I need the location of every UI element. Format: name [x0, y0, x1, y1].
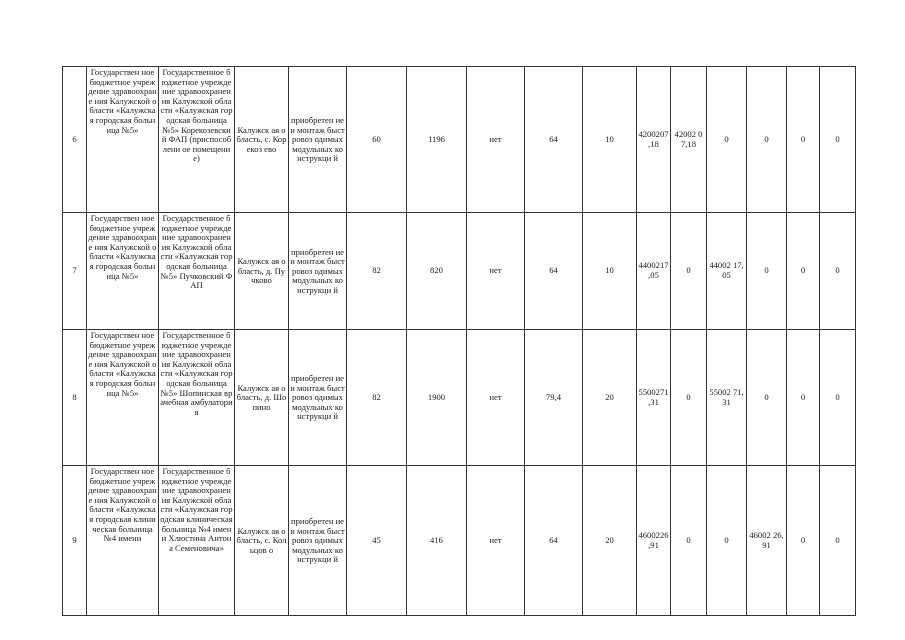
- facility-cell: Государственное бюджетное учреждение здравоохранения Калужской области «Калужская городская больница №5» Шопинская врачебная амбулатория: [159, 330, 235, 466]
- row-number: 7: [63, 213, 87, 330]
- value-cell: 64: [525, 213, 583, 330]
- value-cell: 0: [820, 330, 856, 466]
- facility-cell: Государственное бюджетное учреждение здравоохранения Калужской области «Калужская городская больница №5» Пучковский ФАП: [159, 213, 235, 330]
- institution-cell: Государствен ное бюджетное учреждение здравоохране ния Калужской области «Калужская городская больница №5»: [87, 67, 159, 213]
- value-cell: 0: [787, 67, 820, 213]
- facilities-table: [62, 66, 856, 616]
- value-cell: 0: [671, 330, 707, 466]
- institution-cell: Государствен ное бюджетное учреждение здравоохране ния Калужской области «Калужская городская клиническая больница №4 имени: [87, 466, 159, 616]
- value-cell: 4600226 ,91: [637, 466, 671, 616]
- value-cell: 1196: [407, 67, 467, 213]
- value-cell: 44002 17,05: [707, 213, 747, 330]
- row-number: 9: [63, 466, 87, 616]
- value-cell: 10: [583, 213, 637, 330]
- value-cell: 64: [525, 466, 583, 616]
- value-cell: нет: [467, 466, 525, 616]
- value-cell: 0: [820, 67, 856, 213]
- value-cell: 45: [347, 466, 407, 616]
- value-cell: 0: [707, 67, 747, 213]
- work-type-cell: приобретен ие и монтаж быстровоз одимых модульных конструкци й: [289, 466, 347, 616]
- value-cell: 46002 26,91: [747, 466, 787, 616]
- table-row: [63, 466, 856, 616]
- value-cell: нет: [467, 330, 525, 466]
- work-type-cell: приобретен ие и монтаж быстровоз одимых модульных конструкци й: [289, 330, 347, 466]
- location-cell: Калужск ая область, д. Шопино: [235, 330, 289, 466]
- location-cell: Калужск ая область, д. Пучково: [235, 213, 289, 330]
- value-cell: 4400217 ,05: [637, 213, 671, 330]
- table-row: [63, 213, 856, 330]
- value-cell: 42002 07,18: [671, 67, 707, 213]
- value-cell: 0: [787, 466, 820, 616]
- value-cell: 0: [671, 213, 707, 330]
- value-cell: нет: [467, 213, 525, 330]
- work-type-cell: приобретен ие и монтаж быстровоз одимых модульных конструкци й: [289, 213, 347, 330]
- value-cell: 820: [407, 213, 467, 330]
- work-type-cell: приобретен ие и монтаж быстровоз одимых модульных конструкци й: [289, 67, 347, 213]
- value-cell: 20: [583, 466, 637, 616]
- institution-cell: Государствен ное бюджетное учреждение здравоохране ния Калужской области «Калужская городская больница №5»: [87, 330, 159, 466]
- facility-cell: Государственное бюджетное учреждение здравоохранения Калужской области «Калужская городская больница №5» Корекозевский ФАП (приспособлени ое помещение): [159, 67, 235, 213]
- table-row: [63, 67, 856, 213]
- value-cell: 60: [347, 67, 407, 213]
- value-cell: 0: [747, 67, 787, 213]
- value-cell: 20: [583, 330, 637, 466]
- value-cell: 0: [747, 330, 787, 466]
- value-cell: 5500271 ,31: [637, 330, 671, 466]
- value-cell: 79,4: [525, 330, 583, 466]
- value-cell: 416: [407, 466, 467, 616]
- value-cell: 0: [747, 213, 787, 330]
- value-cell: 64: [525, 67, 583, 213]
- value-cell: 0: [707, 466, 747, 616]
- value-cell: 0: [787, 330, 820, 466]
- location-cell: Калужск ая область, с. Кольцов о: [235, 466, 289, 616]
- value-cell: 82: [347, 330, 407, 466]
- location-cell: Калужск ая область, с. Корекоз ево: [235, 67, 289, 213]
- value-cell: 0: [820, 213, 856, 330]
- value-cell: 0: [787, 213, 820, 330]
- row-number: 8: [63, 330, 87, 466]
- row-number: 6: [63, 67, 87, 213]
- facility-cell: Государственное бюджетное учреждение здравоохранения Калужской области «Калужская городская клиническая больница №4 имени Хлюстина Антона Семеновича»: [159, 466, 235, 616]
- value-cell: 4200207 ,18: [637, 67, 671, 213]
- table-row: [63, 330, 856, 466]
- institution-cell: Государствен ное бюджетное учреждение здравоохране ния Калужской области «Калужская городская больница №5»: [87, 213, 159, 330]
- value-cell: 82: [347, 213, 407, 330]
- value-cell: нет: [467, 67, 525, 213]
- value-cell: 1900: [407, 330, 467, 466]
- value-cell: 10: [583, 67, 637, 213]
- value-cell: 0: [671, 466, 707, 616]
- value-cell: 0: [820, 466, 856, 616]
- value-cell: 55002 71,31: [707, 330, 747, 466]
